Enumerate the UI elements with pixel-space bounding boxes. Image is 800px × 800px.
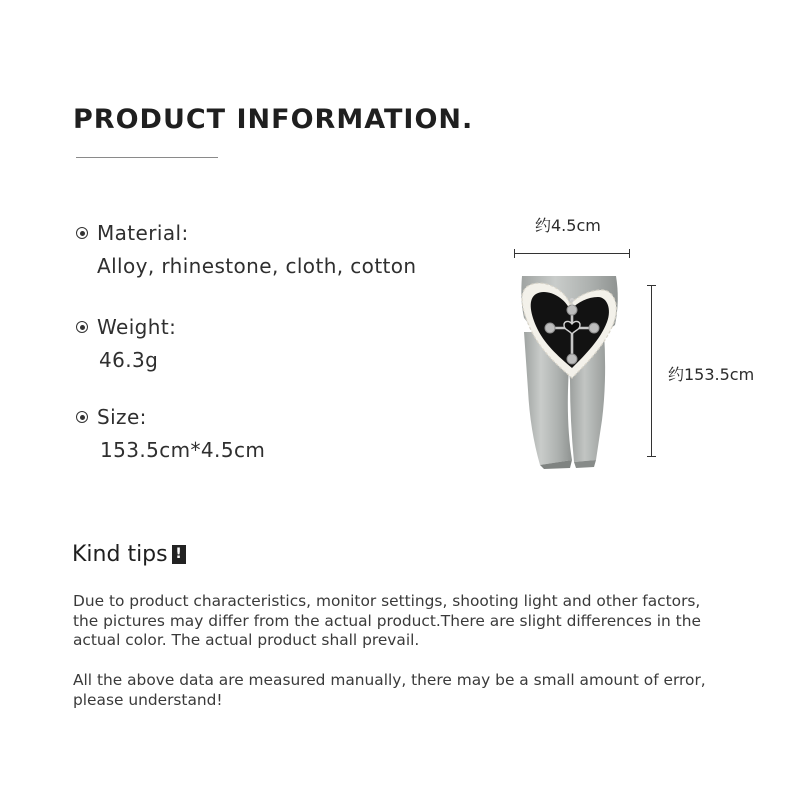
spec-value: 153.5cm*4.5cm (100, 438, 266, 462)
page-title: PRODUCT INFORMATION. (73, 104, 474, 135)
spec-size (76, 405, 265, 462)
width-dimension-line (514, 253, 630, 254)
spec-weight (76, 315, 176, 372)
height-dimension-line (651, 285, 652, 457)
height-dimension-label: 约153.5cm (668, 365, 755, 384)
spec-label: Material: (97, 221, 189, 245)
exclamation-icon: ! (172, 545, 186, 564)
spec-label: Size: (97, 405, 147, 429)
product-image (512, 270, 630, 470)
title-underline (76, 157, 218, 158)
width-dimension-label: 约4.5cm (535, 216, 601, 235)
spec-label: Weight: (97, 315, 177, 339)
bullet-icon (76, 411, 88, 423)
kind-tips-heading (72, 542, 186, 567)
kind-tips-text: Kind tips (72, 542, 168, 567)
bullet-icon (76, 227, 88, 239)
spec-value: Alloy, rhinestone, cloth, cotton (97, 254, 417, 278)
bullet-icon (76, 321, 88, 333)
tips-paragraph-2: All the above data are measured manually, there may be a small amount of error, please understand! (73, 671, 706, 709)
heart-cross-ribbon-bow-icon (512, 270, 630, 470)
spec-material (76, 221, 417, 278)
spec-value: 46.3g (99, 348, 159, 372)
tips-paragraph-1: Due to product characteristics, monitor settings, shooting light and other factors, the pictures may differ from the actual product.There are slight differences in the actual color. The actual product shall prevail. (73, 592, 701, 649)
